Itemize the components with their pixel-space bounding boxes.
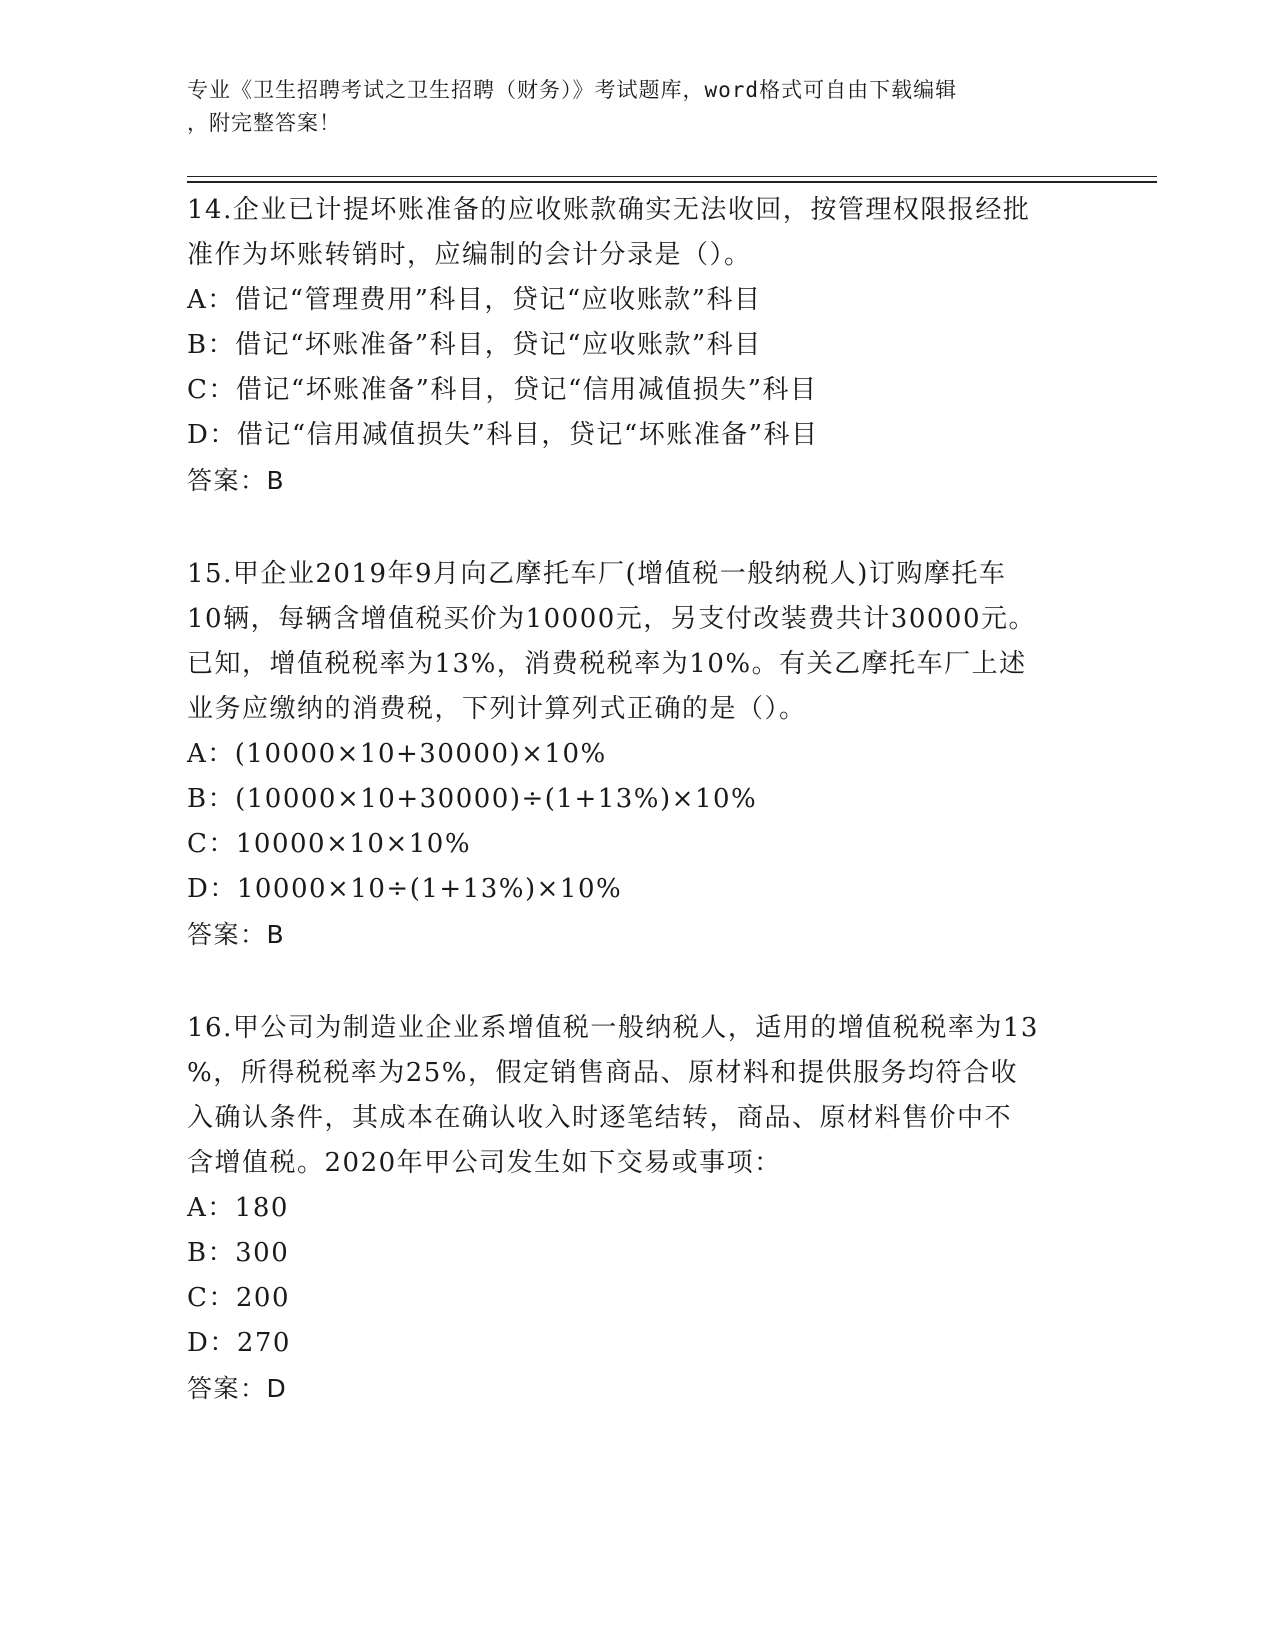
option-a: A：180 — [187, 1193, 289, 1223]
answer-line: 答案：D — [187, 1374, 288, 1403]
answer-line: 答案：B — [187, 920, 286, 949]
option-b: B：(10000×10+30000)÷(1+13%)×10% — [187, 784, 758, 814]
question-text-line: 已知，增值税税率为13%，消费税税率为10%。有关乙摩托车厂上述 — [187, 649, 1027, 679]
option-b: B：借记“坏账准备”科目，贷记“应收账款”科目 — [187, 330, 762, 360]
option-a: A：借记“管理费用”科目，贷记“应收账款”科目 — [187, 285, 762, 315]
option-d: D：270 — [187, 1328, 291, 1358]
option-c: C：10000×10×10% — [187, 829, 472, 859]
question-text-line: 10辆，每辆含增值税买价为10000元，另支付改装费共计30000元。 — [187, 604, 1037, 634]
question-text-line: 含增值税。2020年甲公司发生如下交易或事项： — [187, 1148, 782, 1178]
header-divider-thin — [187, 176, 1157, 177]
question-text-line: 入确认条件，其成本在确认收入时逐笔结转，商品、原材料售价中不 — [187, 1103, 1013, 1133]
question-text-line: 14.企业已计提坏账准备的应收账款确实无法收回，按管理权限报经批 — [187, 195, 1031, 225]
header-line-1: 专业《卫生招聘考试之卫生招聘（财务）》考试题库，word格式可自由下载编辑 — [187, 78, 958, 102]
answer-line: 答案：B — [187, 466, 286, 495]
option-d: D：10000×10÷(1+13%)×10% — [187, 874, 623, 904]
question-text-line: 准作为坏账转销时，应编制的会计分录是（）。 — [187, 240, 752, 270]
header-line-2: ，附完整答案！ — [187, 111, 341, 135]
option-b: B：300 — [187, 1238, 290, 1268]
question-15 — [187, 552, 1087, 957]
document-header — [187, 74, 1067, 140]
question-text-line: 16.甲公司为制造业企业系增值税一般纳税人，适用的增值税税率为13 — [187, 1013, 1039, 1043]
option-c: C：借记“坏账准备”科目，贷记“信用减值损失”科目 — [187, 375, 818, 405]
question-16 — [187, 1006, 1087, 1411]
option-a: A：(10000×10+30000)×10% — [187, 739, 607, 769]
option-d: D：借记“信用减值损失”科目，贷记“坏账准备”科目 — [187, 420, 819, 450]
header-divider-thick — [187, 181, 1157, 183]
question-14 — [187, 188, 1087, 503]
question-text-line: %，所得税税率为25%，假定销售商品、原材料和提供服务均符合收 — [187, 1058, 1018, 1088]
question-text-line: 业务应缴纳的消费税，下列计算列式正确的是（）。 — [187, 694, 807, 724]
option-c: C：200 — [187, 1283, 291, 1313]
question-text-line: 15.甲企业2019年9月向乙摩托车厂(增值税一般纳税人)订购摩托车 — [187, 559, 1007, 589]
